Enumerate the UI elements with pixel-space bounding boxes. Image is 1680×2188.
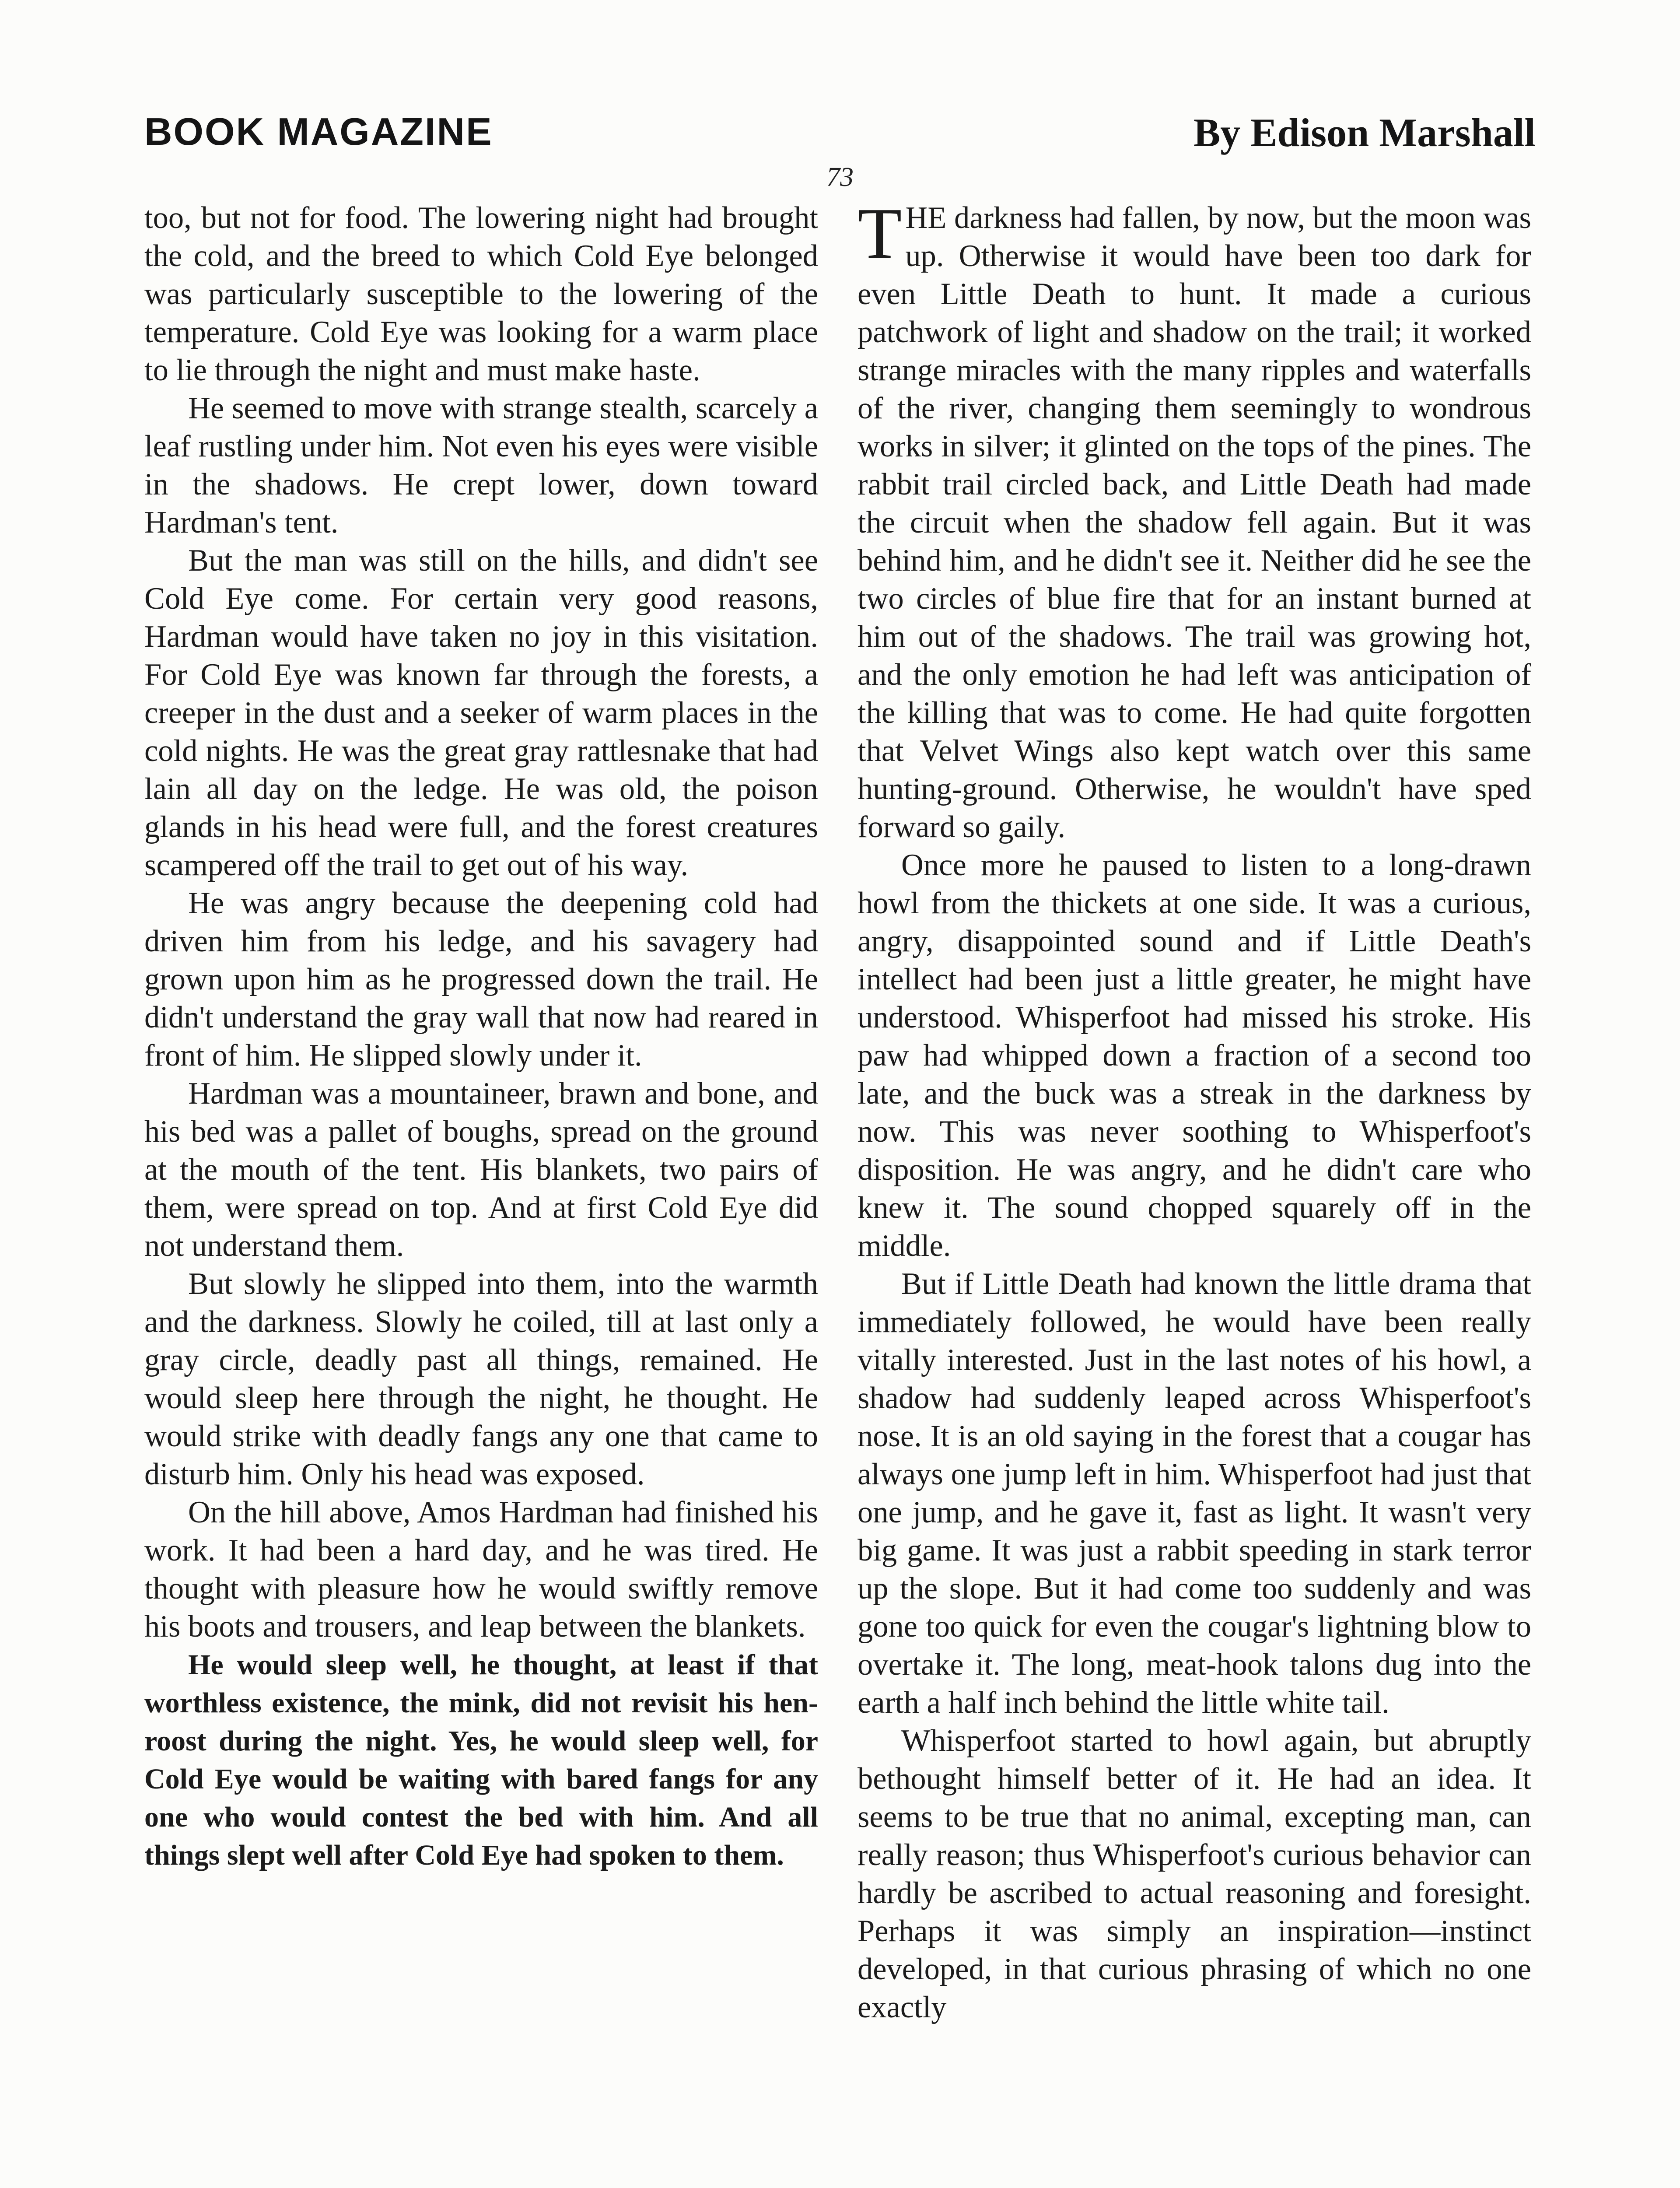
left-paragraph-5: Hardman was a mountaineer, brawn and bone, and his bed was a pallet of boughs, spread on the ground at the mouth of the tent. His blankets, two pairs of them, were spread on top. And at first Cold Eye did not understand them. bbox=[144, 1076, 818, 1263]
left-paragraph-4: He was angry because the deepening cold had driven him from his ledge, and his savagery had grown upon him as he progressed down the trail. He didn't understand the gray wall that now had reared in front of him. He slipped slowly under it. bbox=[144, 886, 818, 1073]
right-paragraph-1 bbox=[858, 193, 1531, 846]
left-paragraph-6: But slowly he slipped into them, into the warmth and the darkness. Slowly he coiled, till at last only a gray circle, deadly past all things, remained. He would sleep here through the night, he thought. He would strike with deadly fangs any one that came to disturb him. Only his head was exposed. bbox=[144, 1267, 818, 1491]
running-head-author: By Edison Marshall bbox=[1193, 110, 1536, 155]
left-paragraph-2: He seemed to move with strange stealth, scarcely a leaf rustling under him. Not even his eyes were visible in the shadows. He crept lower, down toward Hardman's tent. bbox=[144, 391, 818, 540]
running-head-magazine-title: BOOK MAGAZINE bbox=[144, 110, 493, 153]
right-column bbox=[858, 193, 1531, 2027]
page-number: 73 bbox=[826, 162, 854, 192]
left-paragraph-1: too, but not for food. The lowering night had brought the cold, and the breed to which Cold Eye belonged was particularly susceptible to the lowering of the temperature. Cold Eye was looking for a warm place to lie through the night and must make haste. bbox=[144, 201, 818, 387]
drop-cap: T bbox=[858, 193, 902, 274]
left-paragraph-8: He would sleep well, he thought, at least if that worthless existence, the mink, did not revisit his hen-roost during the night. Yes, he would sleep well, for Cold Eye would be waiting with bared fangs for any one who would contest the bed with him. And all things slept well after Cold Eye had spoken to them. bbox=[144, 1649, 818, 1871]
left-column bbox=[144, 199, 818, 1874]
right-paragraph-2: Once more he paused to listen to a long-drawn howl from the thickets at one side. It was a curious, angry, disappointed sound and if Little Death's intellect had been just a little greater, he might have understood. Whisperfoot had missed his stroke. His paw had whipped down a fraction of a second too late, and the buck was a streak in the darkness by now. This was never soothing to Whisperfoot's disposition. He was angry, and he didn't care who knew it. The sound chopped squarely off in the middle. bbox=[858, 848, 1531, 1263]
right-paragraph-1-text: HE darkness had fallen, by now, but the moon was up. Otherwise it would have been too dark for even Little Death to hunt. It made a curious patchwork of light and shadow on the trail; it worked strange miracles with the many ripples and waterfalls of the river, changing them seemingly to wondrous works in silver; it glinted on the tops of the pines. The rabbit trail circled back, and Little Death had made the circuit when the shadow fell again. But it was behind him, and he didn't see it. Neither did he see the two circles of blue fire that for an instant burned at him out of the shadows. The trail was growing hot, and the only emotion he had left was anticipation of the killing that was to come. He had quite forgotten that Velvet Wings also kept watch over this same hunting-ground. Otherwise, he wouldn't have sped forward so gaily. bbox=[858, 201, 1531, 844]
right-paragraph-3: But if Little Death had known the little drama that immediately followed, he would have been really vitally interested. Just in the last notes of his howl, a shadow had suddenly leaped across Whisperfoot's nose. It is an old saying in the forest that a cougar has always one jump left in him. Whisperfoot had just that one jump, and he gave it, fast as light. It wasn't very big game. It was just a rabbit speeding in stark terror up the slope. But it had come too suddenly and was gone too quick for even the cougar's lightning blow to overtake it. The long, meat-hook talons dug into the earth a half inch behind the little white tail. bbox=[858, 1267, 1531, 1720]
left-paragraph-7: On the hill above, Amos Hardman had finished his work. It had been a hard day, and he was tired. He thought with pleasure how he would swiftly remove his boots and trousers, and leap between the blankets. bbox=[144, 1495, 818, 1644]
left-paragraph-3: But the man was still on the hills, and didn't see Cold Eye come. For certain very good reasons, Hardman would have taken no joy in this visitation. For Cold Eye was known far through the forests, a creeper in the dust and a seeker of warm places in the cold nights. He was the great gray rattlesnake that had lain all day on the ledge. He was old, the poison glands in his head were full, and the forest creatures scampered off the trail to get out of his way. bbox=[144, 543, 818, 882]
right-paragraph-4: Whisperfoot started to howl again, but abruptly bethought himself better of it. He had an idea. It seems to be true that no animal, excepting man, can really reason; thus Whisperfoot's curious behavior can hardly be ascribed to actual reasoning and foresight. Perhaps it was simply an inspiration—instinct developed, in that curious phrasing of which no one exactly bbox=[858, 1724, 1531, 2024]
